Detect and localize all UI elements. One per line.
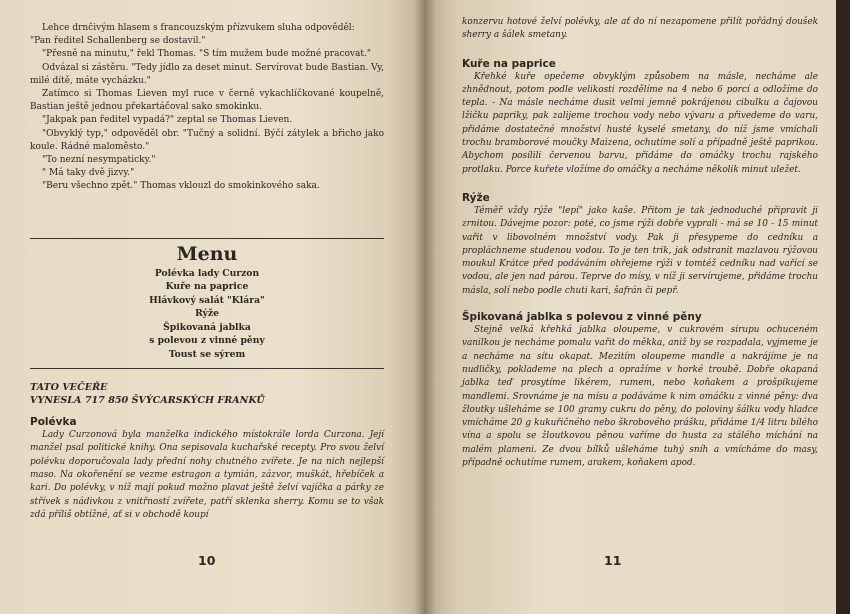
- dialogue-paragraph: "Jakpak pan ředitel vypadá?" zeptal se Thomas Lieven.: [42, 115, 293, 126]
- soup-continued-paragraph: konzervu hotové želví polévky, ale ať do ní nezapomene přilít pořádný doušek sherry a šálek smetany.: [462, 17, 818, 41]
- dialogue-paragraph: "Obvyklý typ," odpověděl obr. "Tučný a solidní. Býčí zátylek a břicho jako koule. Rádné maloměsto.": [30, 128, 384, 152]
- menu-item: Toust se sýrem: [168, 348, 246, 360]
- soup-paragraph: Lady Curzonová byla manželka indického místokrále lorda Curzona. Její manžel psal politické knihy. Ona sepisovala kuchařské recepty. Pro svou želví polévku doporučovala lady přední nohy chutného zvířete. Je na nich nejlepší maso. Na okořenění se vezme estragon a tymián, zázvor, muškát, hřebíček a kari. Do polévky, v níž mají pokud možno plavat ještě želví vajíčka a párky ze střívek s nádivkou z vnitřností zvířete, patří sklenka sherry. Komu se to však zdá příliš obtížné, ať si v obchodě koupí: [30, 430, 384, 520]
- menu-item: Hlávkový salát "Klára": [149, 294, 265, 306]
- soup-title: Polévka: [30, 416, 77, 429]
- dialogue-paragraph: Lehce drnčivým hlasem s francouzským přízvukem sluha odpověděl:: [42, 23, 355, 33]
- dialogue-paragraph: "To nezní nesympaticky.": [42, 155, 156, 166]
- rice-title: Rýže: [462, 191, 490, 204]
- right-page: [424, 0, 836, 614]
- apples-text: [462, 324, 818, 470]
- offer-line: VYNESLA 717 850 ŠVÝCARSKÝCH FRANKŮ: [30, 395, 265, 407]
- menu-block: [30, 243, 384, 362]
- dialogue-paragraph: " Má taky dvě jizvy.": [42, 168, 135, 179]
- menu-item: Rýže: [195, 308, 219, 320]
- apples-paragraph: Stejně velká křehká jablka oloupeme, v cukrovém sirupu ochuceném vanilkou je necháme pomalu vařit do měkka, aniž by se rozpadala, vyjmeme je a necháme na sítu okapat. Mezitím oloupeme mandle a nakrájíme je na nudličky, poklademe na plech a opražíme v horké troubě. Dobře okapaná jablka teď prosytíme likérem, rumem, nebo koňakem a prošpikujeme mandlemi. Srovnáme je na mísu a podáváme k nim omáčku z vinné pěny: dva žloutky ušleháme se 100 gramy cukru do pěny, do poloviny šálku vody hladce vmícháme 20 g kukuřičného nebo škrobového prášku, přidáme 1/4 litru bílého vína a spolu se žloutkovou pěnou vaříme do husta za stálého míchání na malém plameni. Ze dvou bílků ušleháme tuhý sníh a vmícháme do masy, případně ochutíme rumem, arakem, koňakem apod.: [462, 325, 818, 469]
- chicken-title: Kuře na paprice: [462, 57, 556, 70]
- dialogue-text: [30, 22, 384, 194]
- dialogue-paragraph: Zatímco si Thomas Lieven myl ruce v černě vykachlíčkované koupelně, Bastian ještě jednou překartáčoval sako smokinku.: [30, 89, 384, 113]
- soup-continued-text: [462, 16, 818, 43]
- page-edge: [836, 0, 850, 614]
- dialogue-paragraph: "Pan ředitel Schallenberg se dostavil.": [30, 36, 206, 47]
- dialogue-paragraph: "Přesně na minutu," řekl Thomas. "S tím mužem bude možné pracovat.": [42, 49, 371, 60]
- dialogue-paragraph: "Beru všechno zpět." Thomas vklouzl do smokinkového saka.: [42, 181, 320, 192]
- offer-line: TATO VEČEŘE: [30, 382, 108, 394]
- book-spine-shadow: [414, 0, 436, 614]
- page-number-right: 11: [604, 553, 622, 568]
- menu-top-rule: [30, 238, 384, 239]
- menu-item: Polévka lady Curzon: [154, 267, 260, 279]
- offer-heading: [30, 381, 384, 407]
- left-page: [0, 0, 424, 614]
- dialogue-paragraph: Odvázal si zástěru. "Tedy jídlo za deset minut. Servírovat bude Bastian. Vy, milé dítě, máte vycházku.": [30, 62, 384, 86]
- rice-text: [462, 205, 818, 298]
- chicken-text: [462, 71, 818, 177]
- menu-item: s polevou z vinné pěny: [149, 335, 265, 347]
- apples-title: Špikovaná jablka s polevou z vinné pěny: [462, 311, 702, 324]
- chicken-paragraph: Křehké kuře opečeme obvyklým způsobem na másle, necháme ale zhnědnout, potom podle velikosti rozdělíme na 4 nebo 6 porcí a odložíme do tepla. - Na másle necháme dusit velmi jemně pokrájenou cibulku a čajovou lžičku papriky, pak zalijeme trochou vody nebo vývaru a přivedeme do varu, přidáme dostatečné množství husté kyselé smetany, do níž jsme vmíchali trochu bramborové moučky Maizena, ochutíme solí a případně ještě paprikou. Abychom posílili červenou barvu, přidáme do omáčky trochu rajského protlaku. Porce kuřete vložíme do omáčky a necháme několik minut uležet.: [462, 71, 818, 175]
- menu-item: Špikovaná jablka: [163, 321, 251, 333]
- menu-bottom-rule: [30, 368, 384, 369]
- soup-text: [30, 429, 384, 522]
- menu-item: Kuře na paprice: [165, 281, 249, 293]
- menu-title: Menu: [176, 242, 238, 265]
- rice-paragraph: Téměř vždy rýže "lepí" jako kaše. Přitom je tak jednoduché připravit ji zrnitou. Dávejme pozor: poté, co jsme rýži dobře vyprali - má se 10 - 15 minut vařit v libovolném množství vody. Pak ji přesypeme do cedníku a propláchneme studenou vodou. To je ten trik, jak odstranit mazlavou rýžovou moukul Krátce před podáváním ohřejeme rýži v tomtéž cedníku nad vařící se vodou, ale jen nad párou. Teprve do mísy, v níž ji servírujeme, přidáme trochu másla, solí nebo podle chuti kari, šafrán či pepř.: [462, 205, 818, 296]
- page-number-left: 10: [198, 553, 216, 568]
